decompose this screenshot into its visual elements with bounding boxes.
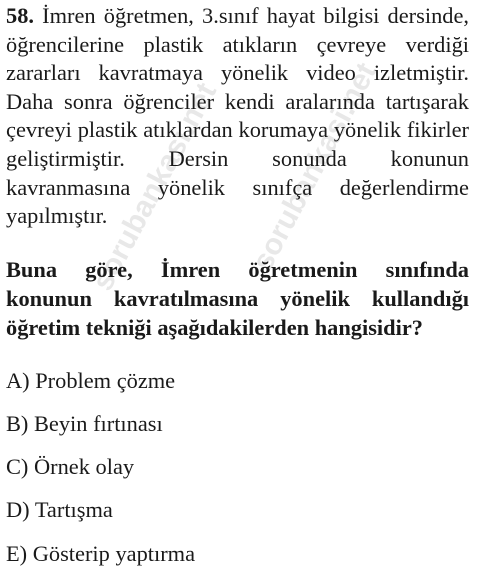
option-e[interactable]: E) Gösterip yaptırma	[6, 540, 196, 566]
option-a[interactable]: A) Problem çözme	[6, 367, 176, 393]
option-c[interactable]: C) Örnek olay	[6, 454, 135, 480]
question-prompt: Buna göre, İmren öğretmenin sınıfında konunun kavratılmasına yönelik kullandığı öğretim tekniği aşağıdakilerden hangisidir?	[6, 256, 469, 340]
answer-options	[6, 367, 469, 568]
option-b[interactable]: B) Beyin fırtınası	[6, 410, 163, 436]
option-d[interactable]: D) Tartışma	[6, 497, 113, 523]
watermark: sorubankasi.net	[86, 77, 224, 297]
question-stem-text: İmren öğretmen, 3.sınıf hayat bilgisi dersinde, öğrencilerine plastik atıkların çevreye verdiği zararları kavratmaya yönelik video izletmiştir. Daha sonra öğrenciler kendi aralarında tartışarak çevreyi plastik atıklardan korumaya yönelik fikirler geliştirmiştir. Dersin sonunda konunun kavranmasına yönelik sınıfça değerlendirme yapılmıştır.	[6, 3, 469, 229]
watermark: sorubankasi.net	[246, 57, 384, 277]
question-stem	[6, 2, 469, 231]
question-number: 58.	[6, 3, 34, 28]
